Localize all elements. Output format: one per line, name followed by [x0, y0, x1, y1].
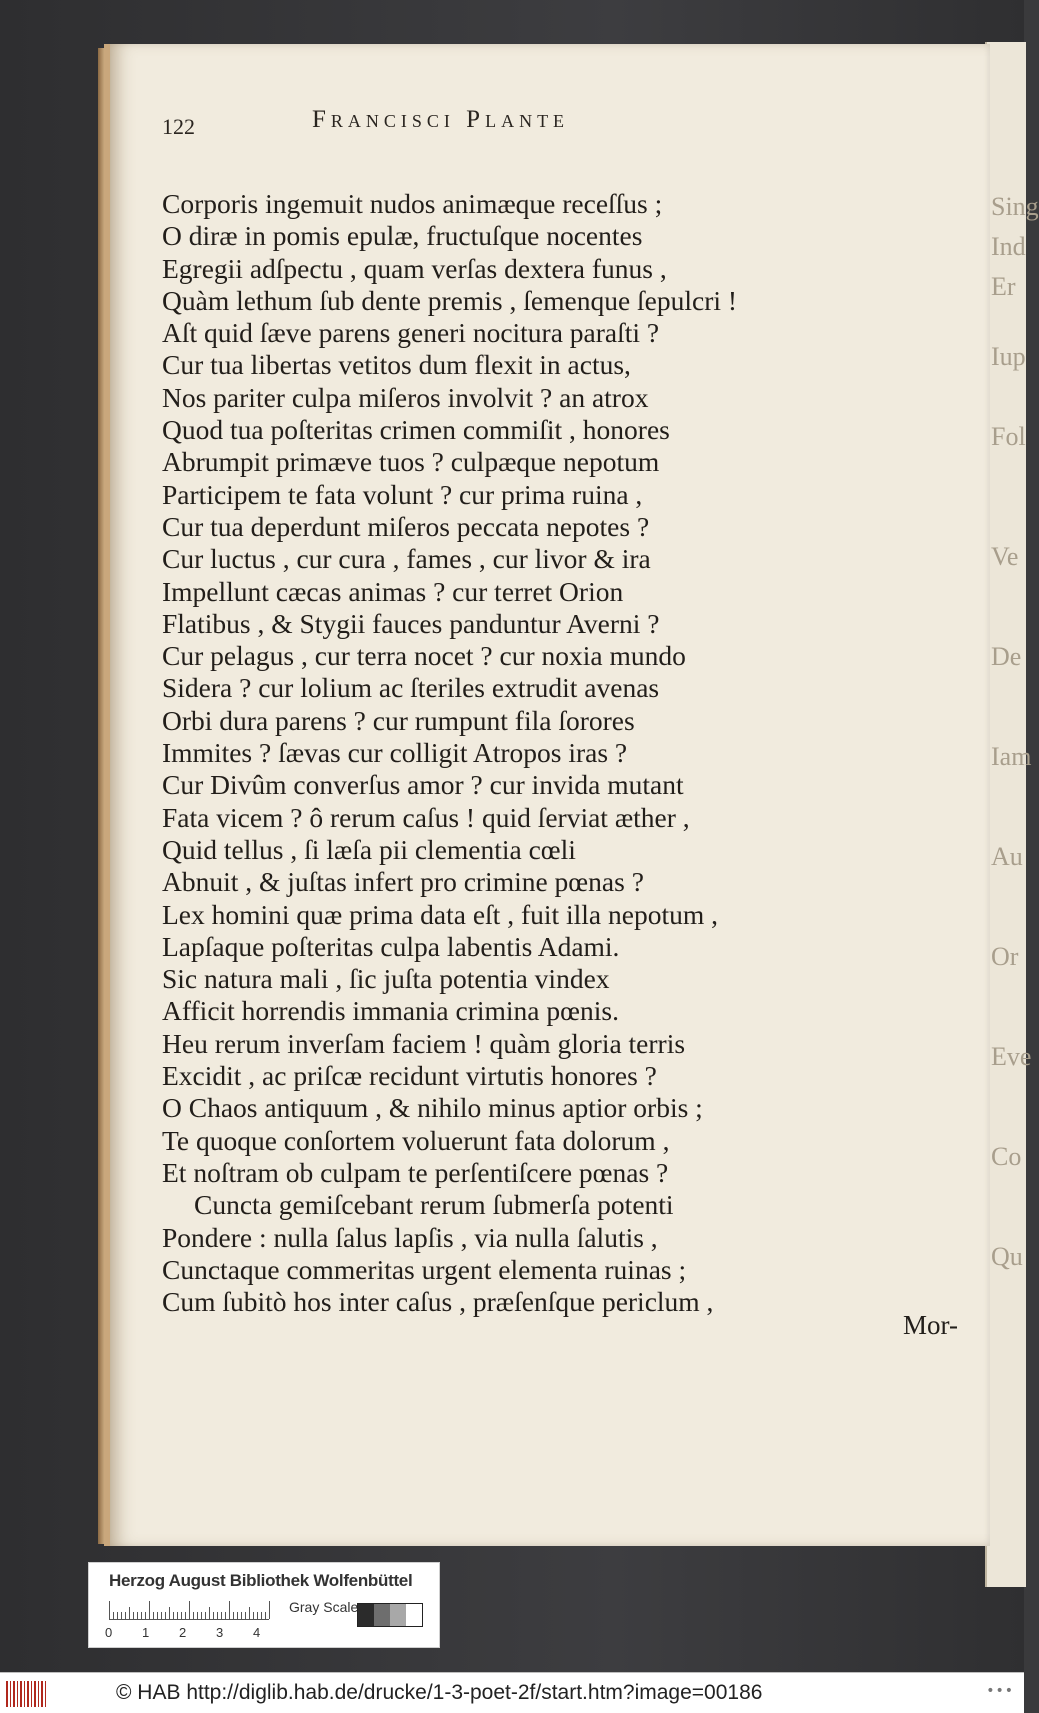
ruler-tick — [141, 1612, 142, 1619]
verse-line: Te quoque conſortem voluerunt fata dolorum , — [162, 1124, 670, 1156]
ruler-tick — [113, 1612, 114, 1619]
copyright-url-text[interactable]: © HAB http://diglib.hab.de/drucke/1-3-poet-2f/start.htm?image=00186 — [116, 1681, 763, 1704]
verse-line: Afficit horrendis immania crimina pœnis. — [162, 995, 619, 1027]
ruler-tick — [221, 1612, 222, 1619]
library-name: Herzog August Bibliothek Wolfenbüttel — [109, 1571, 413, 1590]
catchword: Mor- — [903, 1310, 958, 1340]
verse-line: Lapſaque poſteritas culpa labentis Adami. — [162, 930, 620, 962]
ruler-tick — [173, 1612, 174, 1619]
ruler-tick — [209, 1607, 210, 1619]
verse-line: Cur tua deperdunt miſeros peccata nepotes ? — [162, 510, 650, 542]
verse-line: Abrumpit primæve tuos ? culpæque nepotum — [162, 446, 660, 478]
more-options-icon[interactable]: ••• — [986, 1683, 1014, 1699]
verse-line: Quàm lethum ſub dente premis , ſemenque ſepulcri ! — [162, 284, 738, 316]
verse-line: Immites ? ſævas cur colligit Atropos iras ? — [162, 737, 628, 769]
running-head — [162, 106, 862, 146]
verse-line: Sidera ? cur lolium ac ſteriles extrudit avenas — [162, 672, 660, 704]
ruler-tick — [193, 1612, 194, 1619]
verse-line: Flatibus , & Stygii fauces panduntur Averni ? — [162, 607, 660, 639]
ruler-tick — [253, 1612, 254, 1619]
verse-line: O diræ in pomis epulæ, fructuſque nocentes — [162, 220, 643, 252]
verse-line: Nos pariter culpa miſeros involvit ? an atrox — [162, 381, 649, 413]
verse-line: Cur Divûm converſus amor ? cur invida mutant — [162, 769, 684, 801]
verse-line: Egregii adſpectu , quam verſas dextera funus , — [162, 252, 667, 284]
ruler-tick — [121, 1612, 122, 1619]
ruler-tick — [265, 1612, 266, 1619]
gray-scale-label: Gray Scale — [289, 1599, 359, 1615]
ruler-tick — [205, 1612, 206, 1619]
gray-swatch — [406, 1604, 422, 1626]
ruler-tick — [149, 1601, 150, 1619]
verse-line: Orbi dura parens ? cur rumpunt fila ſorores — [162, 704, 635, 736]
ruler-tick — [257, 1612, 258, 1619]
ruler-tick — [145, 1612, 146, 1619]
ruler-tick — [217, 1612, 218, 1619]
verse-line: Cur tua libertas vetitos dum flexit in actus, — [162, 349, 631, 381]
color-scale-card — [88, 1562, 440, 1648]
ruler-tick — [249, 1607, 250, 1619]
verse-line: O Chaos antiquum , & nihilo minus aptior orbis ; — [162, 1092, 703, 1124]
verse-line: Sic natura mali , ſic juſta potentia vindex — [162, 963, 610, 995]
verse-line: Cum ſubitò hos inter caſus , præſenſque periclum , — [162, 1286, 714, 1318]
ruler-tick — [237, 1612, 238, 1619]
page-number: 122 — [162, 114, 195, 139]
verse-line: Abnuit , & juſtas infert pro crimine pœnas ? — [162, 866, 644, 898]
verse-line: Pondere : nulla ſalus lapſis , via nulla ſalutis , — [162, 1221, 658, 1253]
ruler-tick — [201, 1612, 202, 1619]
verse-line: Cunctaque commeritas urgent elementa ruinas ; — [162, 1253, 687, 1285]
verse-line: Impellunt cæcas animas ? cur terret Orion — [162, 575, 624, 607]
verse-line: Participem te fata volunt ? cur prima ruina , — [162, 478, 643, 510]
ruler-label: 2 — [179, 1625, 187, 1640]
ruler-tick — [157, 1612, 158, 1619]
ruler-scale — [109, 1601, 269, 1620]
ruler-tick — [165, 1612, 166, 1619]
verse-line: Corporis ingemuit nudos animæque receſſus ; — [162, 188, 663, 219]
ruler-tick — [117, 1612, 118, 1619]
ruler-tick — [133, 1612, 134, 1619]
verse-line: Fata vicem ? ô rerum caſus ! quid ſerviat æther , — [162, 801, 690, 833]
ruler-tick — [269, 1601, 270, 1619]
facing-page-edge: Sing Ind Er Iup Fol Ve De Iam Au Or Eve Co Qu — [985, 42, 1026, 1587]
ruler-label: 1 — [142, 1625, 150, 1640]
ruler-label: 3 — [216, 1625, 224, 1640]
page-header-title: Francisci Plante — [312, 106, 570, 133]
ruler-tick — [197, 1612, 198, 1619]
ruler-tick — [153, 1612, 154, 1619]
status-bar — [0, 1672, 1024, 1713]
ruler-tick — [189, 1601, 190, 1619]
ruler-label: 4 — [253, 1625, 261, 1640]
verse-line: Cur pelagus , cur terra nocet ? cur noxia mundo — [162, 640, 686, 672]
verse-line: Heu rerum inverſam faciem ! quàm gloria terris — [162, 1027, 686, 1059]
ruler-tick — [185, 1612, 186, 1619]
ruler-tick — [245, 1612, 246, 1619]
verse-line: Lex homini quæ prima data eſt , fuit illa nepotum , — [162, 898, 719, 930]
ruler-tick — [129, 1607, 130, 1619]
ruler-tick — [177, 1612, 178, 1619]
verse-line: Quid tellus , ſi læſa pii clementia cœli — [162, 833, 576, 865]
ruler-tick — [181, 1612, 182, 1619]
verse-line: Et noſtram ob culpam te perſentiſcere pœnas ? — [162, 1156, 669, 1188]
ruler-label: 0 — [105, 1625, 113, 1640]
ruler-tick — [125, 1612, 126, 1619]
barcode-icon — [6, 1681, 46, 1707]
ruler-tick — [161, 1612, 162, 1619]
verse-line: Aſt quid ſæve parens generi nocitura paraſti ? — [162, 317, 660, 349]
ruler-tick — [233, 1612, 234, 1619]
ruler-tick — [213, 1612, 214, 1619]
verse-line: Excidit , ac priſcæ recidunt virtutis honores ? — [162, 1060, 657, 1092]
verse-line: Cuncta gemiſcebant rerum ſubmerſa potenti — [194, 1189, 674, 1221]
ruler-tick — [241, 1612, 242, 1619]
ruler-tick — [225, 1612, 226, 1619]
ruler-tick — [229, 1601, 230, 1619]
gray-swatch — [358, 1604, 374, 1626]
gray-swatch — [390, 1604, 406, 1626]
verse-line: Quod tua poſteritas crimen commiſit , honores — [162, 414, 670, 446]
verse-text — [162, 188, 922, 1318]
gray-scale-swatches — [357, 1603, 423, 1627]
verse-line: Cur luctus , cur cura , fames , cur livor & ira — [162, 543, 651, 575]
ruler-tick — [137, 1612, 138, 1619]
ruler-tick — [169, 1607, 170, 1619]
ruler-tick — [261, 1612, 262, 1619]
gray-swatch — [374, 1604, 390, 1626]
ruler-tick — [109, 1601, 110, 1619]
